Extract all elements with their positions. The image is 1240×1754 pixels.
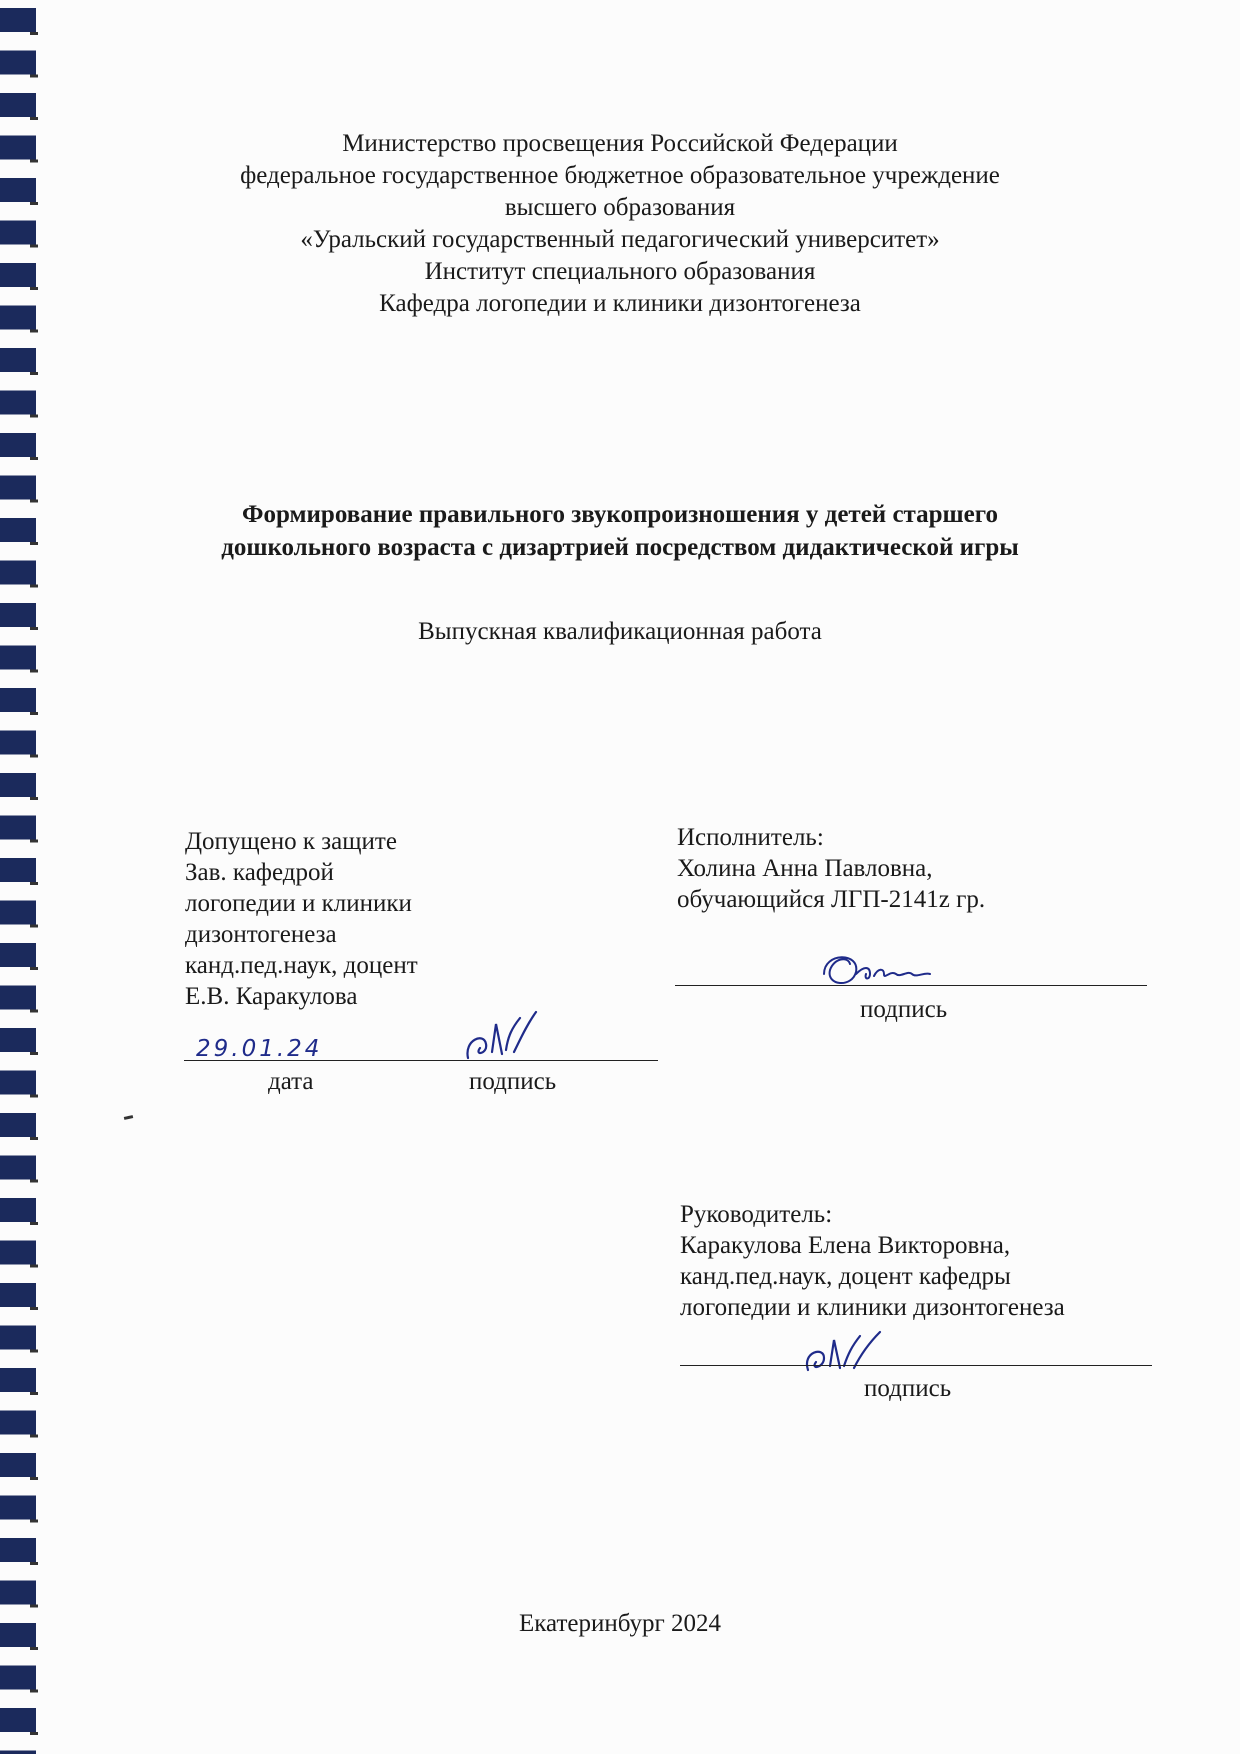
executor-group: обучающийся ЛГП-2141z гр. (677, 886, 986, 913)
thesis-title (120, 498, 1120, 564)
binding-tooth-shadow (30, 1095, 38, 1098)
binding-tooth (0, 1283, 36, 1307)
binding-tooth (0, 348, 36, 372)
binding-tooth-shadow (30, 500, 38, 503)
header-education-level: высшего образования (504, 194, 736, 221)
binding-tooth (0, 986, 36, 1010)
binding-tooth-shadow (30, 585, 38, 588)
binding-tooth (0, 1496, 36, 1520)
binding-tooth-shadow (30, 372, 38, 375)
admission-degree: канд.пед.наук, доцент (185, 952, 418, 979)
institution-header (0, 128, 1240, 320)
binding-tooth-shadow (30, 1052, 38, 1055)
binding-tooth-shadow (30, 1392, 38, 1395)
binding-tooth-shadow (30, 1690, 38, 1693)
binding-tooth-shadow (30, 1350, 38, 1353)
admission-signature-caption: подпись (469, 1068, 557, 1095)
admission-signature-icon (462, 1010, 552, 1070)
executor-signature-line (675, 985, 1147, 986)
binding-tooth (0, 1538, 36, 1562)
binding-tooth (0, 8, 36, 32)
header-university: «Уральский государственный педагогический университет» (300, 226, 940, 253)
binding-tooth (0, 93, 36, 117)
binding-tooth (0, 51, 36, 75)
binding-tooth-shadow (30, 1137, 38, 1140)
binding-tooth (0, 518, 36, 542)
thesis-title-line-1: Формирование правильного звукопроизношения у детей старшего (242, 501, 998, 528)
admission-position: Зав. кафедрой (185, 859, 334, 886)
supervisor-heading: Руководитель: (680, 1201, 833, 1228)
admission-department-1: логопедии и клиники (185, 890, 412, 917)
binding-tooth-shadow (30, 755, 38, 758)
executor-heading: Исполнитель: (677, 824, 824, 851)
binding-tooth (0, 816, 36, 840)
binding-tooth-shadow (30, 1647, 38, 1650)
city-year: Екатеринбург 2024 (518, 1610, 722, 1637)
binding-tooth (0, 688, 36, 712)
binding-tooth-shadow (30, 840, 38, 843)
supervisor-department: логопедии и клиники дизонтогенеза (680, 1294, 1065, 1321)
admission-name: Е.В. Каракулова (185, 983, 358, 1010)
binding-tooth (0, 858, 36, 882)
binding-tooth-shadow (30, 1307, 38, 1310)
header-ministry: Министерство просвещения Российской Федерации (342, 130, 898, 157)
binding-tooth-shadow (30, 712, 38, 715)
binding-tooth-shadow (30, 797, 38, 800)
supervisor-signature-caption: подпись (864, 1375, 952, 1402)
binding-tooth (0, 943, 36, 967)
binding-tooth-shadow (30, 882, 38, 885)
binding-tooth (0, 433, 36, 457)
binding-tooth (0, 646, 36, 670)
binding-tooth (0, 731, 36, 755)
binding-tooth-shadow (30, 457, 38, 460)
binding-tooth (0, 476, 36, 500)
work-type: Выпускная квалификационная работа (418, 618, 822, 645)
date-caption: дата (268, 1068, 314, 1095)
binding-tooth (0, 1368, 36, 1392)
binding-tooth-shadow (30, 330, 38, 333)
binding-tooth-shadow (30, 1265, 38, 1268)
binding-tooth (0, 1241, 36, 1265)
executor-name: Холина Анна Павловна, (677, 855, 933, 882)
binding-tooth (0, 1156, 36, 1180)
binding-tooth (0, 901, 36, 925)
header-institution-type: федеральное государственное бюджетное образовательное учреждение (240, 162, 1000, 189)
binding-tooth (0, 1071, 36, 1095)
supervisor-signature-line (680, 1365, 1152, 1366)
executor-signature-icon (820, 944, 940, 994)
binding-tooth (0, 1666, 36, 1690)
admission-block (185, 826, 418, 1012)
binding-tooth-shadow (30, 1562, 38, 1565)
binding-tooth-shadow (30, 1010, 38, 1013)
binding-tooth-shadow (30, 670, 38, 673)
binding-tooth (0, 1581, 36, 1605)
binding-tooth (0, 1453, 36, 1477)
binding-tooth-shadow (30, 925, 38, 928)
binding-tooth-shadow (30, 1180, 38, 1183)
binding-tooth (0, 1751, 36, 1754)
binding-tooth-shadow (30, 1732, 38, 1735)
admission-signature-line (184, 1060, 658, 1061)
supervisor-name: Каракулова Елена Викторовна, (680, 1232, 1011, 1259)
header-institute: Институт специального образования (424, 258, 816, 285)
executor-signature-caption: подпись (860, 996, 948, 1023)
binding-tooth (0, 1198, 36, 1222)
binding-tooth-shadow (30, 75, 38, 78)
scan-speck (124, 1115, 133, 1120)
admission-heading: Допущено к защите (185, 828, 397, 855)
binding-tooth-shadow (30, 1477, 38, 1480)
binding-tooth (0, 773, 36, 797)
supervisor-block (680, 1199, 1065, 1323)
binding-tooth (0, 1028, 36, 1052)
binding-tooth-shadow (30, 1435, 38, 1438)
binding-tooth-shadow (30, 415, 38, 418)
binding-tooth-shadow (30, 542, 38, 545)
binding-tooth (0, 1326, 36, 1350)
admission-department-2: дизонтогенеза (185, 921, 337, 948)
binding-tooth-shadow (30, 1520, 38, 1523)
binding-tooth-shadow (30, 1222, 38, 1225)
binding-tooth-shadow (30, 1605, 38, 1608)
binding-tooth-shadow (30, 117, 38, 120)
binding-tooth-shadow (30, 32, 38, 35)
binding-tooth (0, 561, 36, 585)
binding-tooth (0, 1708, 36, 1732)
supervisor-degree: канд.пед.наук, доцент кафедры (680, 1263, 1011, 1290)
header-department: Кафедра логопедии и клиники дизонтогенеза (379, 290, 861, 317)
supervisor-signature-icon (800, 1330, 890, 1380)
binding-tooth-shadow (30, 967, 38, 970)
binding-tooth (0, 1113, 36, 1137)
binding-tooth (0, 1411, 36, 1435)
executor-block (677, 822, 985, 915)
thesis-title-line-2: дошкольного возраста с дизартрией посредством дидактической игры (221, 534, 1019, 561)
handwritten-date: 29.01.24 (196, 1036, 323, 1062)
binding-tooth (0, 391, 36, 415)
